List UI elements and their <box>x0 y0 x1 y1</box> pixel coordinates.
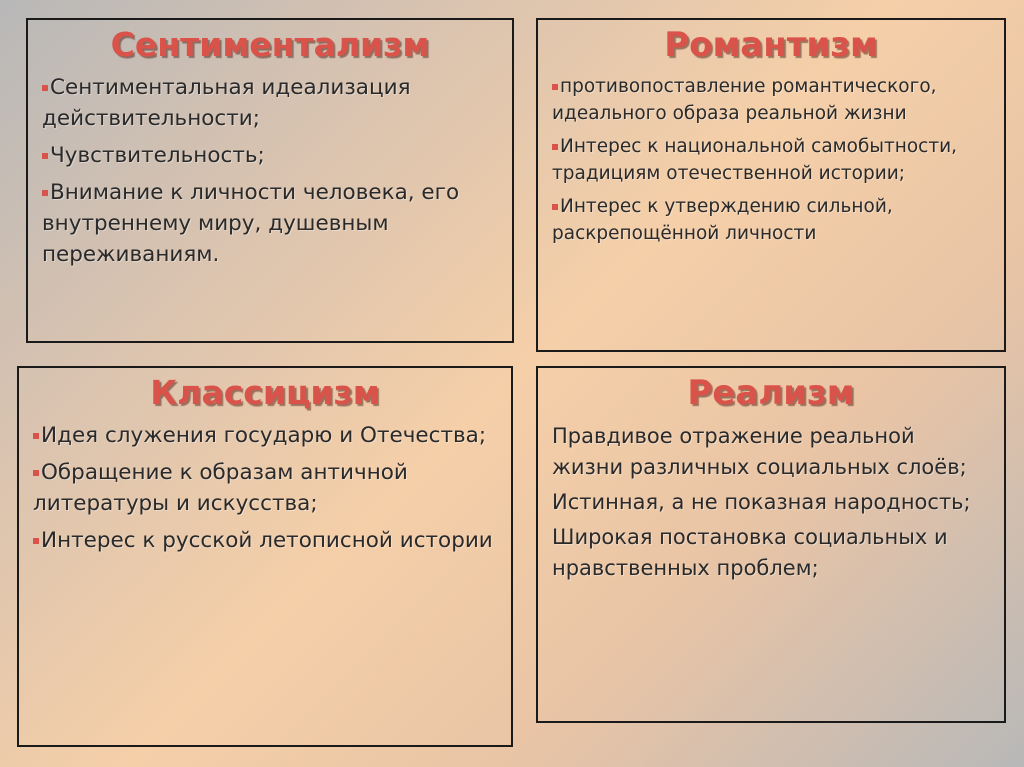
list-item <box>33 420 497 451</box>
panel-sentimentalism <box>26 18 514 343</box>
list-item-text: Правдивое отражение реальной жизни различных социальных слоёв; <box>552 424 967 480</box>
list-item-text: Интерес к утверждению сильной, раскрепощённой личности <box>552 196 893 245</box>
list-item-text: Интерес к русской летописной истории <box>41 527 493 553</box>
list-item <box>33 525 497 556</box>
square-bullet-icon <box>33 538 39 544</box>
list-item <box>552 522 990 584</box>
square-bullet-icon <box>33 470 39 476</box>
panel-title: Реализм <box>687 373 855 413</box>
panel-title: Сентиментализм <box>110 25 430 64</box>
list-item <box>42 140 498 171</box>
panel-classicism <box>17 366 513 747</box>
list-item-text: противопоставление романтического, идеального образа реальной жизни <box>552 76 937 125</box>
panel-title: Романтизм <box>664 25 878 65</box>
list-item <box>552 193 990 247</box>
list-item <box>42 72 498 134</box>
list-item-text: Истинная, а не показная народность; <box>552 490 971 515</box>
square-bullet-icon <box>552 204 558 210</box>
list-item <box>552 73 990 127</box>
list-item-text: Обращение к образам античной литературы и искусства; <box>33 459 408 516</box>
square-bullet-icon <box>42 190 48 196</box>
square-bullet-icon <box>552 84 558 90</box>
list-item-text: Интерес к национальной самобытности, традициям отечественной истории; <box>552 136 958 185</box>
panel-realism <box>536 366 1006 723</box>
list-item-text: Сентиментальная идеализация действительности; <box>42 74 411 131</box>
square-bullet-icon <box>33 433 39 439</box>
list-item-text: Широкая постановка социальных и нравственных проблем; <box>552 525 948 581</box>
panel-title: Классицизм <box>150 373 380 412</box>
list-item-text: Идея служения государю и Отечества; <box>41 422 487 448</box>
square-bullet-icon <box>42 85 48 91</box>
panel-romanticism <box>536 18 1006 352</box>
list-item <box>42 177 498 270</box>
list-item <box>33 457 497 519</box>
list-item <box>552 487 990 518</box>
list-item <box>552 133 990 187</box>
list-item-text: Внимание к личности человека, его внутреннему миру, душевным переживаниям. <box>42 179 460 267</box>
list-item <box>552 421 990 483</box>
square-bullet-icon <box>42 153 48 159</box>
square-bullet-icon <box>552 144 558 150</box>
list-item-text: Чувствительность; <box>50 142 265 168</box>
